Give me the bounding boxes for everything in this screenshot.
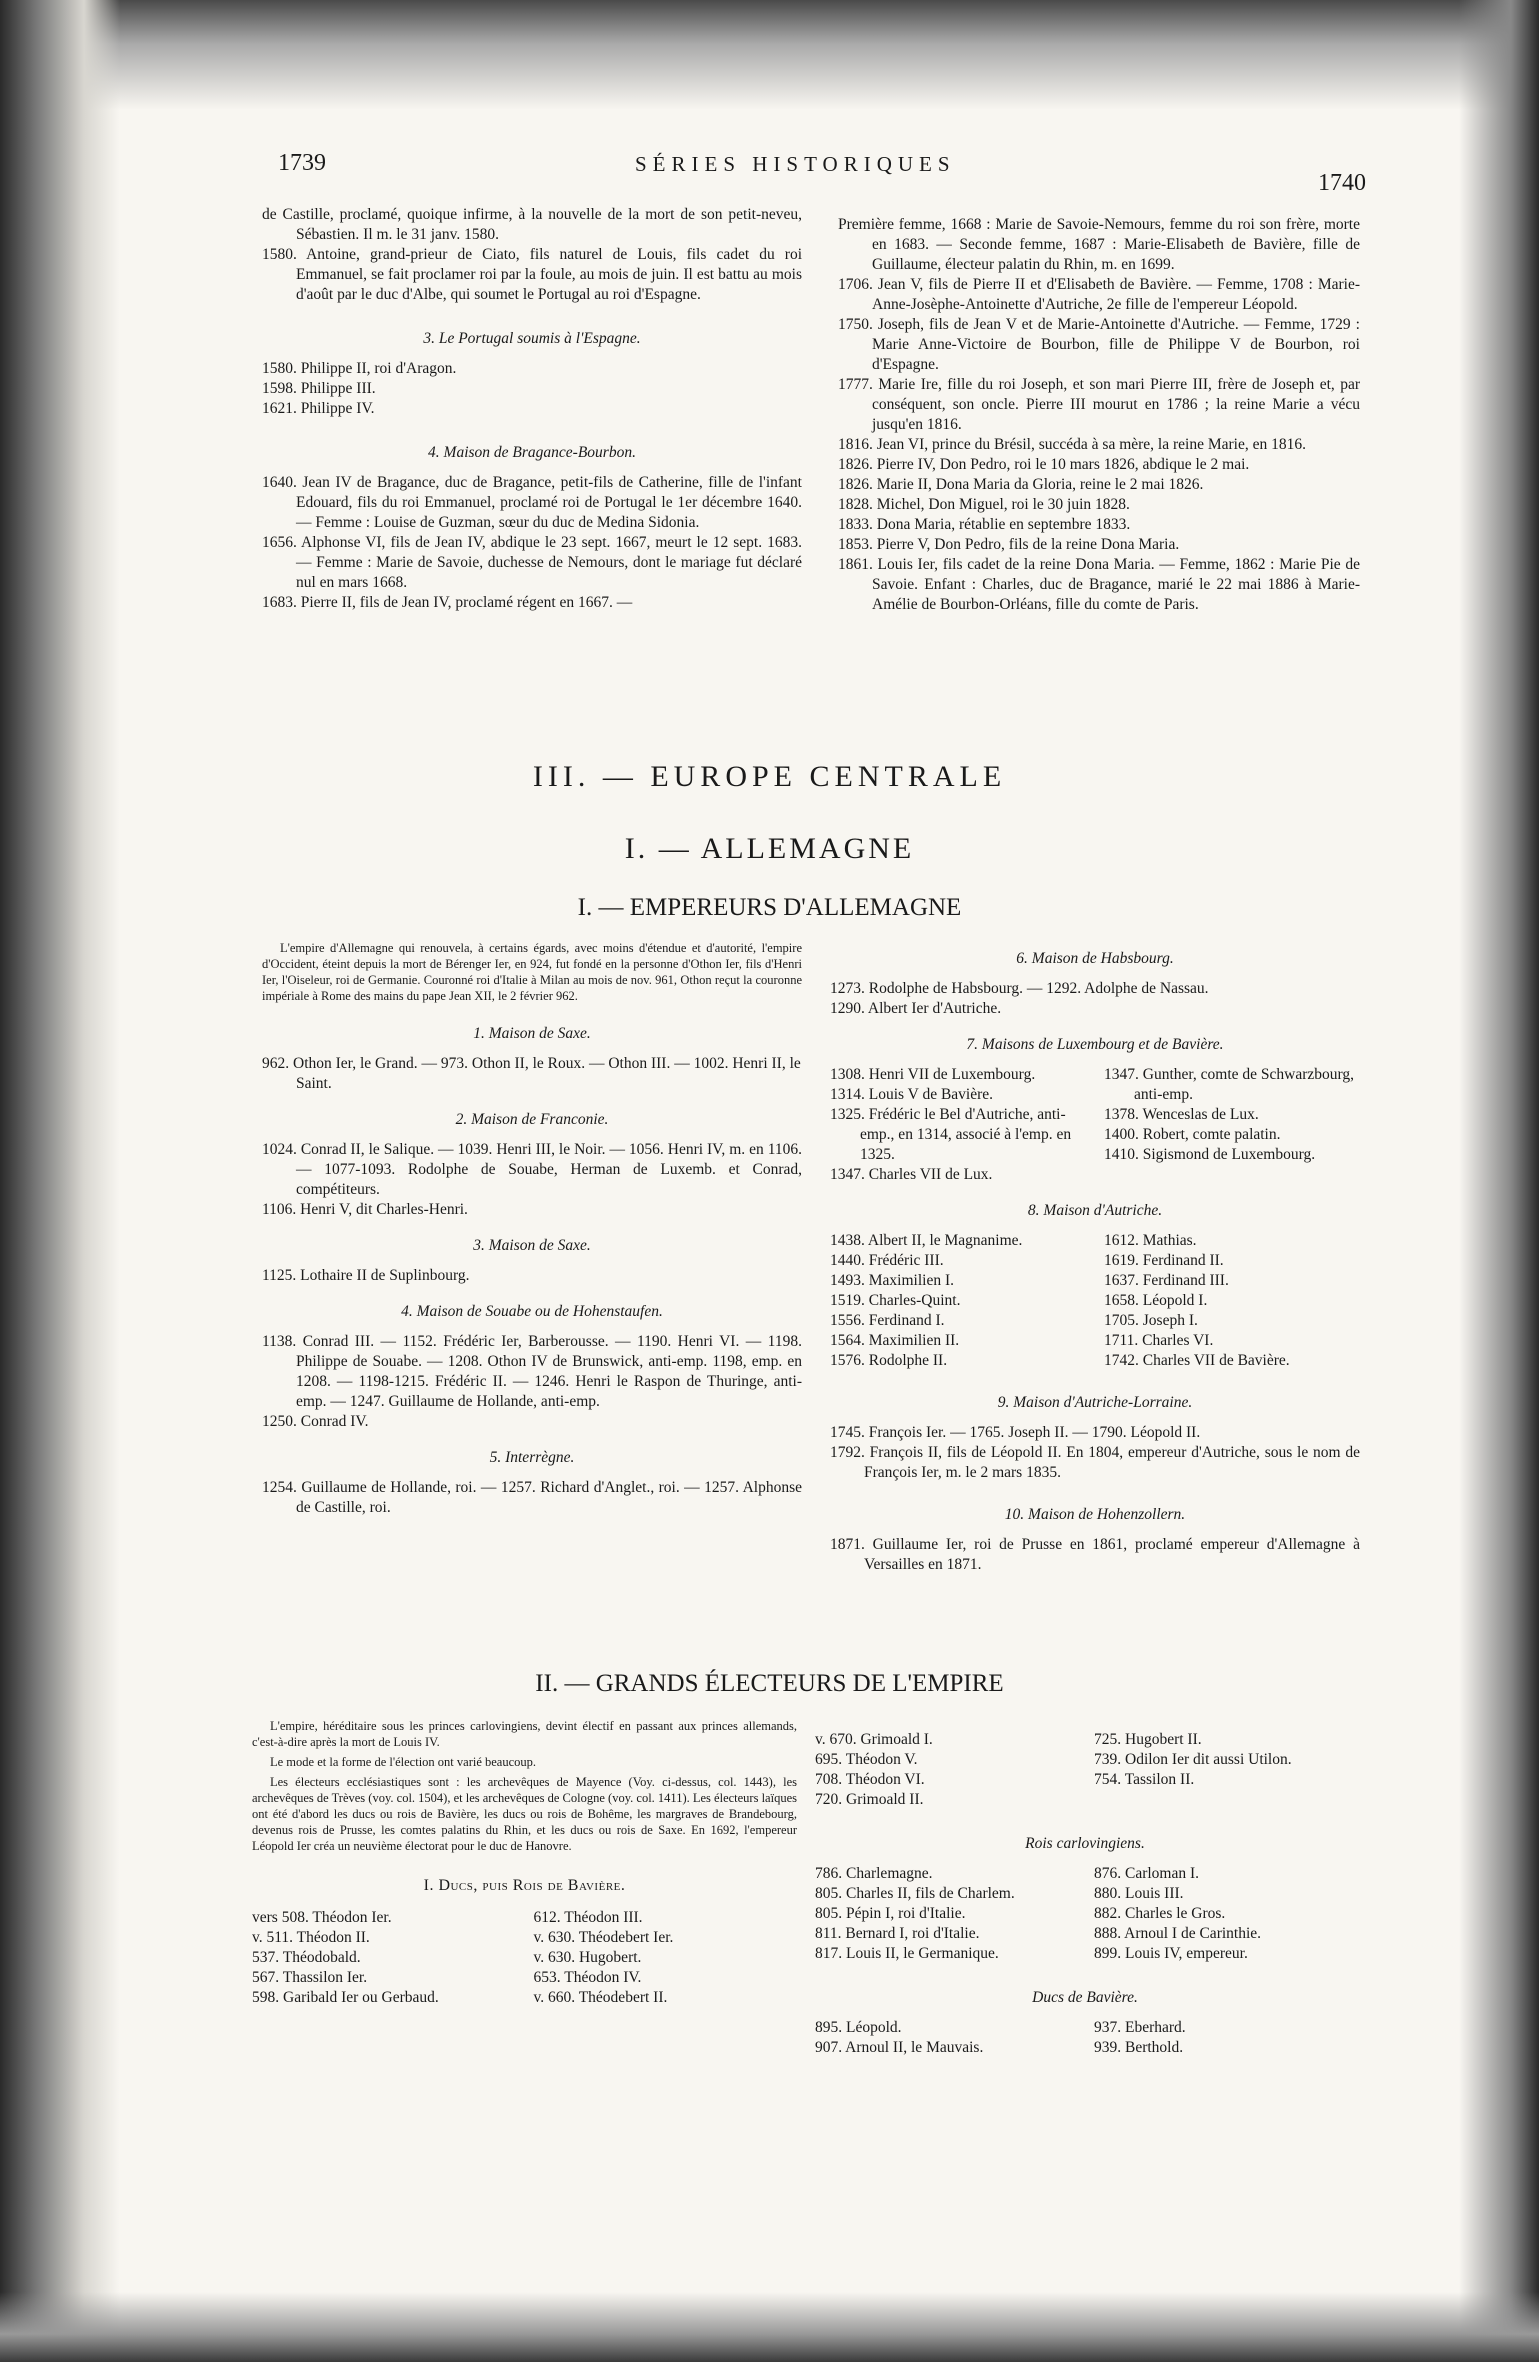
subheading-saxe-1: 1. Maison de Saxe. bbox=[473, 1025, 591, 1042]
list-item: 653. Théodon IV. bbox=[533, 1969, 642, 1986]
list-item: vers 508. Théodon Ier. bbox=[252, 1909, 392, 1926]
section-heading-allemagne: I. — ALLEMAGNE bbox=[624, 832, 915, 865]
list-item: 1612. Mathias. bbox=[1104, 1232, 1197, 1249]
entry-1816: 1816. Jean VI, prince du Brésil, succéda à sa mère, la reine Marie, en 1816. bbox=[838, 436, 1306, 453]
electors-intro-3: Les électeurs ecclésiastiques sont : les archevêques de Mayence (Voy. ci-dessus, col. 1443), les archevêques de Trèves (voy. col. 1504), et les archevêques de Cologne (voy. col. 1411). Les électeurs laïques ont été d'abord les ducs ou rois de Bavière, les ducs ou rois de Bohême, les margraves de Brandebourg, devenus rois de Prusse, les comtes palatins du Rhin, et les ducs ou rois de Saxe. En 1692, l'empereur Léopold Ier créa un neuvième électorat pour le duc de Hanovre. bbox=[252, 1775, 797, 1853]
list-item: 537. Théodobald. bbox=[252, 1949, 361, 1966]
subheading-luxembourg-baviere: 7. Maisons de Luxembourg et de Bavière. bbox=[966, 1036, 1224, 1053]
list-item: 1347. Gunther, comte de Schwarzbourg, anti-emp. bbox=[1104, 1066, 1355, 1103]
list-item: 725. Hugobert II. bbox=[1094, 1731, 1202, 1748]
baviere-list bbox=[252, 1908, 797, 2008]
list-item: 1576. Rodolphe II. bbox=[830, 1352, 948, 1369]
list-item: 888. Arnoul I de Carinthie. bbox=[1094, 1925, 1262, 1942]
entry-1792: 1792. François II, fils de Léopold II. En 1804, empereur d'Autriche, sous le nom de François Ier, m. le 2 mars 1835. bbox=[830, 1444, 1360, 1481]
list-item: 1619. Ferdinand II. bbox=[1104, 1252, 1224, 1269]
ducs-baviere-list-right bbox=[1094, 2018, 1355, 2058]
carlovingiens-list-left bbox=[815, 1864, 1076, 1964]
list-item: 695. Théodon V. bbox=[815, 1751, 918, 1768]
electors-left-column bbox=[252, 1718, 797, 2008]
luxembourg-list-right bbox=[1104, 1065, 1360, 1185]
baviere-list-left bbox=[252, 1908, 516, 2008]
entry-1871: 1871. Guillaume Ier, roi de Prusse en 1861, proclamé empereur d'Allemagne à Versailles en 1871. bbox=[830, 1536, 1360, 1573]
subheading-interregne: 5. Interrègne. bbox=[489, 1449, 575, 1466]
section-heading-europe-centrale: III. — EUROPE CENTRALE bbox=[532, 760, 1007, 793]
list-item: v. 670. Grimoald I. bbox=[815, 1731, 933, 1748]
entry-1598: 1598. Philippe III. bbox=[262, 380, 376, 397]
list-item: 805. Pépin I, roi d'Italie. bbox=[815, 1905, 966, 1922]
list-item: 1742. Charles VII de Bavière. bbox=[1104, 1352, 1290, 1369]
emperors-intro: L'empire d'Allemagne qui renouvela, à certains égards, avec moins d'étendue et d'autorité, l'empire d'Occident, éteint depuis la mort de Bérenger Ier, en 924, fut fondé en la personne d'Othon Ier, fils d'Henri Ier, l'Oiseleur, roi de Germanie. Couronné roi d'Italie à Milan au mois de nov. 961, Othon reçut la couronne impériale à Rome des mains du pape Jean XII, le 2 février 962. bbox=[262, 941, 802, 1003]
carlovingiens-list-right bbox=[1094, 1864, 1355, 1964]
list-item: 1493. Maximilien I. bbox=[830, 1272, 954, 1289]
list-item: v. 630. Théodebert Ier. bbox=[533, 1929, 674, 1946]
list-item: 880. Louis III. bbox=[1094, 1885, 1184, 1902]
page-number-right: 1740 bbox=[1318, 170, 1366, 196]
emperors-right-column bbox=[830, 945, 1360, 1575]
entry-962: 962. Othon Ier, le Grand. — 973. Othon II, le Roux. — Othon III. — 1002. Henri II, le Saint. bbox=[262, 1055, 801, 1092]
running-title: SÉRIES HISTORIQUES bbox=[635, 152, 956, 176]
autriche-list bbox=[830, 1231, 1360, 1371]
list-item: 1711. Charles VI. bbox=[1104, 1332, 1214, 1349]
section-heading-electeurs: II. — GRANDS ÉLECTEURS DE L'EMPIRE bbox=[535, 1670, 1004, 1697]
entry-1861: 1861. Louis Ier, fils cadet de la reine Dona Maria. — Femme, 1862 : Marie Pie de Savoie. Enfant : Charles, duc de Bragance, marié le 22 mai 1886 à Marie-Amélie de Bourbon-Orléans, fille du comte de Paris. bbox=[838, 556, 1360, 613]
entry-1640: 1640. Jean IV de Bragance, duc de Bragance, petit-fils de Catherine, fille de l'infant Edouard, fils du roi Emmanuel, proclamé roi de Portugal le 1er décembre 1640. — Femme : Louise de Guzman, sœur du duc de Medina Sidonia. bbox=[262, 474, 802, 531]
entry-1777: 1777. Marie Ire, fille du roi Joseph, et son mari Pierre III, frère de Joseph et, par conséquent, son oncle. Pierre III mourut en 1786 ; la reine Marie a vécu jusqu'en 1816. bbox=[838, 376, 1360, 433]
list-item: 1519. Charles-Quint. bbox=[830, 1292, 961, 1309]
electors-intro-1: L'empire, héréditaire sous les princes carlovingiens, devint électif en passant aux princes allemands, c'est-à-dire après la mort de Louis IV. bbox=[252, 1719, 797, 1749]
electors-right-column bbox=[815, 1730, 1355, 2058]
agilolfing-list-left bbox=[815, 1730, 1076, 1810]
section-heading-empereurs: I. — EMPEREURS D'ALLEMAGNE bbox=[577, 894, 962, 921]
list-item: v. 630. Hugobert. bbox=[533, 1949, 642, 1966]
subheading-bragance: 4. Maison de Bragance-Bourbon. bbox=[428, 444, 636, 461]
list-item: 567. Thassilon Ier. bbox=[252, 1969, 368, 1986]
entry-1254: 1254. Guillaume de Hollande, roi. — 1257. Richard d'Anglet., roi. — 1257. Alphonse de Castille, roi. bbox=[262, 1479, 802, 1516]
list-item: 939. Berthold. bbox=[1094, 2039, 1184, 2056]
luxembourg-list-left bbox=[830, 1065, 1086, 1185]
list-item: 1440. Frédéric III. bbox=[830, 1252, 944, 1269]
list-item: 708. Théodon VI. bbox=[815, 1771, 925, 1788]
subheading-autriche-lorraine: 9. Maison d'Autriche-Lorraine. bbox=[997, 1394, 1193, 1411]
autriche-list-right bbox=[1104, 1231, 1360, 1371]
list-item: 1438. Albert II, le Magnanime. bbox=[830, 1232, 1023, 1249]
agilolfing-list bbox=[815, 1730, 1355, 1810]
list-item: 1410. Sigismond de Luxembourg. bbox=[1104, 1146, 1316, 1163]
list-item: 739. Odilon Ier dit aussi Utilon. bbox=[1094, 1751, 1292, 1768]
portugal-right-column bbox=[838, 215, 1360, 615]
entry-1138: 1138. Conrad III. — 1152. Frédéric Ier, Barberousse. — 1190. Henri VI. — 1198. Philippe de Souabe. — 1208. Othon IV de Brunswick, anti-emp. 1198, emp. en 1208. — 1198-1215. Frédéric II. — 1246. Henri le Raspon de Thuringe, anti-emp. — 1247. Guillaume de Hollande, anti-emp. bbox=[262, 1333, 802, 1410]
list-item: 786. Charlemagne. bbox=[815, 1865, 933, 1882]
entry-1706: 1706. Jean V, fils de Pierre II et d'Elisabeth de Bavière. — Femme, 1708 : Marie-Anne-Josèphe-Antoinette d'Autriche, 2e fille de l'empereur Léopold. bbox=[838, 276, 1360, 313]
list-item: 1347. Charles VII de Lux. bbox=[830, 1166, 993, 1183]
list-item: 598. Garibald Ier ou Gerbaud. bbox=[252, 1989, 439, 2006]
carlovingiens-list bbox=[815, 1864, 1355, 1964]
ducs-baviere-list bbox=[815, 2018, 1355, 2058]
entry-1826: 1826. Pierre IV, Don Pedro, roi le 10 mars 1826, abdique le 2 mai. bbox=[838, 456, 1250, 473]
list-item: v. 660. Théodebert II. bbox=[533, 1989, 668, 2006]
list-item: 1325. Frédéric le Bel d'Autriche, anti-emp., en 1314, associé à l'emp. en 1325. bbox=[830, 1106, 1072, 1163]
list-item: 1308. Henri VII de Luxembourg. bbox=[830, 1066, 1036, 1083]
list-item: 754. Tassilon II. bbox=[1094, 1771, 1195, 1788]
list-item: 895. Léopold. bbox=[815, 2019, 902, 2036]
portugal-left-column bbox=[262, 205, 802, 613]
entry-1745: 1745. François Ier. — 1765. Joseph II. — 1790. Léopold II. bbox=[830, 1424, 1201, 1441]
subheading-franconie: 2. Maison de Franconie. bbox=[455, 1111, 609, 1128]
subheading-autriche: 8. Maison d'Autriche. bbox=[1027, 1202, 1163, 1219]
subheading-hohenzollern: 10. Maison de Hohenzollern. bbox=[1004, 1506, 1186, 1523]
subheading-ducs-rois-baviere: I. Ducs, puis Rois de Bavière. bbox=[423, 1877, 626, 1894]
continuation-text: de Castille, proclamé, quoique infirme, à la nouvelle de la mort de son petit-neveu, Sébastien. Il m. le 31 janv. 1580. bbox=[262, 206, 802, 243]
entry-1273: 1273. Rodolphe de Habsbourg. — 1292. Adolphe de Nassau. bbox=[830, 980, 1209, 997]
list-item: 882. Charles le Gros. bbox=[1094, 1905, 1226, 1922]
subheading-rois-carlovingiens: Rois carlovingiens. bbox=[1025, 1835, 1145, 1852]
subheading-saxe-3: 3. Maison de Saxe. bbox=[473, 1237, 591, 1254]
page-number-left: 1739 bbox=[278, 150, 326, 176]
list-item: 876. Carloman I. bbox=[1094, 1865, 1200, 1882]
autriche-list-left bbox=[830, 1231, 1086, 1371]
scan-edge-top bbox=[0, 0, 1539, 110]
ducs-baviere-list-left bbox=[815, 2018, 1076, 2058]
entry-1828: 1828. Michel, Don Miguel, roi le 30 juin 1828. bbox=[838, 496, 1130, 513]
list-item: 899. Louis IV, empereur. bbox=[1094, 1945, 1248, 1962]
list-item: 937. Eberhard. bbox=[1094, 2019, 1186, 2036]
scan-edge-bottom bbox=[0, 2292, 1539, 2362]
subheading-portugal-spain: 3. Le Portugal soumis à l'Espagne. bbox=[423, 330, 641, 347]
entry-1833: 1833. Dona Maria, rétablie en septembre 1833. bbox=[838, 516, 1131, 533]
entry-1290: 1290. Albert Ier d'Autriche. bbox=[830, 1000, 1002, 1017]
list-item: 811. Bernard I, roi d'Italie. bbox=[815, 1925, 980, 1942]
entry-1250: 1250. Conrad IV. bbox=[262, 1413, 369, 1430]
entry-1024: 1024. Conrad II, le Salique. — 1039. Henri III, le Noir. — 1056. Henri IV, m. en 1106. — 1077-1093. Rodolphe de Souabe, Herman de Luxemb. et Conrad, compétiteurs. bbox=[262, 1141, 802, 1198]
baviere-list-right bbox=[534, 1908, 798, 2008]
list-item: 1658. Léopold I. bbox=[1104, 1292, 1208, 1309]
list-item: 1705. Joseph I. bbox=[1104, 1312, 1198, 1329]
subheading-hohenstaufen: 4. Maison de Souabe ou de Hohenstaufen. bbox=[401, 1303, 663, 1320]
list-item: 1314. Louis V de Bavière. bbox=[830, 1086, 994, 1103]
list-item: 1637. Ferdinand III. bbox=[1104, 1272, 1229, 1289]
list-item: 1564. Maximilien II. bbox=[830, 1332, 960, 1349]
luxembourg-list bbox=[830, 1065, 1360, 1185]
scan-edge-left bbox=[0, 0, 120, 2362]
subheading-ducs-baviere: Ducs de Bavière. bbox=[1032, 1989, 1138, 2006]
list-item: 612. Théodon III. bbox=[533, 1909, 643, 1926]
entry-1750: 1750. Joseph, fils de Jean V et de Marie-Antoinette d'Autriche. — Femme, 1729 : Marie Anne-Victoire de Bourbon, fille de Philippe V de Bourbon, roi d'Espagne. bbox=[838, 316, 1360, 373]
list-item: 907. Arnoul II, le Mauvais. bbox=[815, 2039, 984, 2056]
list-item: 720. Grimoald II. bbox=[815, 1791, 924, 1808]
list-item: 1556. Ferdinand I. bbox=[830, 1312, 945, 1329]
list-item: v. 511. Théodon II. bbox=[252, 1929, 370, 1946]
entry-1621: 1621. Philippe IV. bbox=[262, 400, 375, 417]
entry-1125: 1125. Lothaire II de Suplinbourg. bbox=[262, 1267, 470, 1284]
emperors-left-column bbox=[262, 940, 802, 1518]
agilolfing-list-right bbox=[1094, 1730, 1355, 1810]
entry-1853: 1853. Pierre V, Don Pedro, fils de la reine Dona Maria. bbox=[838, 536, 1180, 553]
list-item: 805. Charles II, fils de Charlem. bbox=[815, 1885, 1015, 1902]
entry-1826b: 1826. Marie II, Dona Maria da Gloria, reine le 2 mai 1826. bbox=[838, 476, 1204, 493]
entry-1106: 1106. Henri V, dit Charles-Henri. bbox=[262, 1201, 468, 1218]
entry-1683: 1683. Pierre II, fils de Jean IV, proclamé régent en 1667. — bbox=[262, 594, 633, 611]
list-item: 1378. Wenceslas de Lux. bbox=[1104, 1106, 1259, 1123]
continuation-text-right: Première femme, 1668 : Marie de Savoie-Nemours, femme du roi son frère, morte en 1683. — Seconde femme, 1687 : Marie-Elisabeth de Bavière, fille de Guillaume, électeur palatin du Rhin, m. en 1699. bbox=[838, 216, 1360, 273]
entry-1656: 1656. Alphonse VI, fils de Jean IV, abdique le 23 sept. 1667, meurt le 12 sept. 1683. — Femme : Marie de Savoie, duchesse de Nemours, dont le mariage fut déclaré nul en mars 1668. bbox=[262, 534, 802, 591]
scan-edge-right bbox=[1459, 0, 1539, 2362]
subheading-habsbourg: 6. Maison de Habsbourg. bbox=[1016, 950, 1174, 967]
electors-intro-2: Le mode et la forme de l'élection ont varié beaucoup. bbox=[270, 1755, 537, 1769]
entry-1580b: 1580. Philippe II, roi d'Aragon. bbox=[262, 360, 457, 377]
list-item: 817. Louis II, le Germanique. bbox=[815, 1945, 999, 1962]
list-item: 1400. Robert, comte palatin. bbox=[1104, 1126, 1281, 1143]
entry-1580: 1580. Antoine, grand-prieur de Ciato, fils naturel de Louis, fils cadet du roi Emmanuel, se fait proclamer roi par la foule, au mois de juin. Il est battu au mois d'août par le duc d'Albe, qui soumet le Portugal au roi d'Espagne. bbox=[262, 246, 802, 303]
